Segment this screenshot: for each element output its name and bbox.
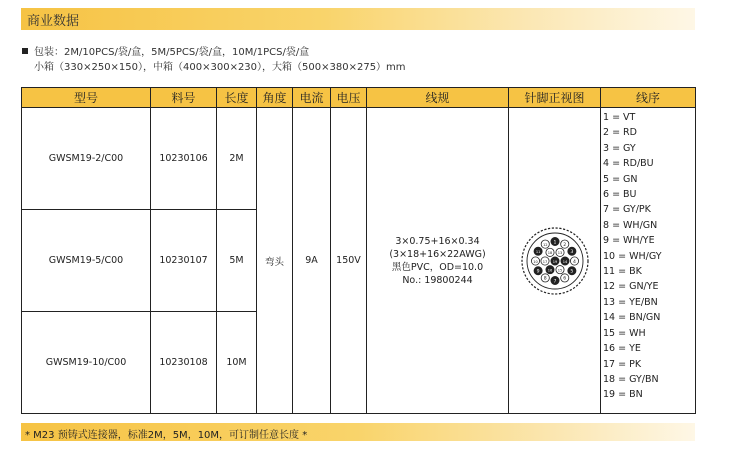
packaging-line-1: 包装：2M/10PCS/袋/盒，5M/5PCS/袋/盒，10M/1PCS/袋/盒 [34,47,310,58]
pin-number-label: 12 [542,242,548,247]
wire-spec-line: 黑色PVC，OD=10.0 [391,261,484,273]
section-title: 商业数据 [27,14,80,29]
wire-sequence-item: 14 = BN/GN [603,312,661,324]
header-length: 长度 [217,88,257,108]
pin-number-label: 10 [532,259,538,264]
header-voltage: 电压 [331,88,367,108]
cell-model: GWSM19-5/C00 [22,210,151,312]
header-pin-view: 针脚正视图 [509,88,601,108]
wire-sequence-item: 16 = YE [603,343,641,355]
packaging-line-2: 小箱（330×250×150），中箱（400×300×230），大箱（500×380×275）mm [34,62,406,73]
bullet-square-icon [22,48,28,54]
cell-part-no: 10230106 [151,108,217,210]
header-current: 电流 [293,88,331,108]
pin-number-label: 3 [569,249,573,255]
pin-number-label: 19 [552,259,557,264]
pin-number-label: 8 [543,276,547,282]
pin-number-label: 13 [557,250,562,255]
pin-number-label: 4 [572,259,576,265]
footer-note: * M23 预铸式连接器，标准2M，5M，10M，可订制任意长度 * [25,430,308,441]
connector-pin-diagram [518,224,592,298]
wire-sequence-item: 8 = WH/GN [603,219,658,231]
pin-number-label: 7 [553,278,556,284]
pin-number-label: 16 [547,267,552,272]
cell-wire-spec [367,108,509,414]
wire-sequence-item: 18 = GY/BN [603,373,659,385]
header-wire-spec: 线规 [367,88,509,108]
packaging-info [22,45,406,75]
pin-number-label: 5 [569,269,573,275]
section-title-bar [21,8,695,30]
wire-sequence-item: 10 = WH/GY [603,250,662,262]
wire-spec-line: (3×18+16×22AWG) [389,248,486,260]
cell-voltage: 150V [331,108,367,414]
pin-number-label: 1 [553,239,556,245]
footer-note-bar [21,423,695,441]
header-part-no: 料号 [151,88,217,108]
wire-spec-line: 3×0.75+16×0.34 [395,235,480,247]
pin-number-label: 2 [562,242,566,248]
wire-sequence-item: 1 = VT [603,112,636,123]
wire-sequence-item: 5 = GN [603,173,638,185]
cell-part-no: 10230107 [151,210,217,312]
table-header-row [22,88,696,108]
cell-pin-view [509,108,601,414]
wire-sequence-item: 4 = RD/BU [603,158,654,170]
cell-model: GWSM19-2/C00 [22,108,151,210]
header-model: 型号 [22,88,151,108]
cell-current: 9A [293,108,331,414]
pin-number-label: 15 [557,267,562,272]
wire-sequence-item: 9 = WH/YE [603,235,655,247]
pin-number-label: 17 [542,259,547,264]
wire-sequence-item: 17 = PK [603,358,642,370]
wire-sequence-item: 12 = GN/YE [603,281,659,293]
pin-number-label: 6 [562,276,566,282]
cell-length: 5M [217,210,257,312]
pin-number-label: 9 [536,269,540,275]
cell-part-no: 10230108 [151,312,217,414]
wire-sequence-item: 15 = WH [603,327,646,339]
cell-length: 2M [217,108,257,210]
wire-sequence-item: 11 = BK [603,266,642,278]
cell-length: 10M [217,312,257,414]
table-row [22,108,696,210]
wire-sequence-item: 13 = YE/BN [603,296,658,308]
cell-angle: 弯头 [257,108,293,414]
wire-sequence-item: 6 = BU [603,189,637,201]
product-table [21,87,696,414]
wire-sequence-item: 3 = GY [603,142,636,154]
header-wire-sequence: 线序 [601,88,696,108]
header-angle: 角度 [257,88,293,108]
pin-number-label: 11 [535,249,540,254]
wire-spec-line: No.: 19800244 [402,274,473,286]
wire-sequence-item: 7 = GY/PK [603,204,651,216]
wire-sequence-item: 19 = BN [603,389,643,401]
cell-model: GWSM19-10/C00 [22,312,151,414]
cell-wire-sequence [601,108,696,414]
wire-sequence-item: 2 = RD [603,127,637,139]
pin-number-label: 18 [547,250,552,255]
pin-number-label: 14 [562,259,567,264]
